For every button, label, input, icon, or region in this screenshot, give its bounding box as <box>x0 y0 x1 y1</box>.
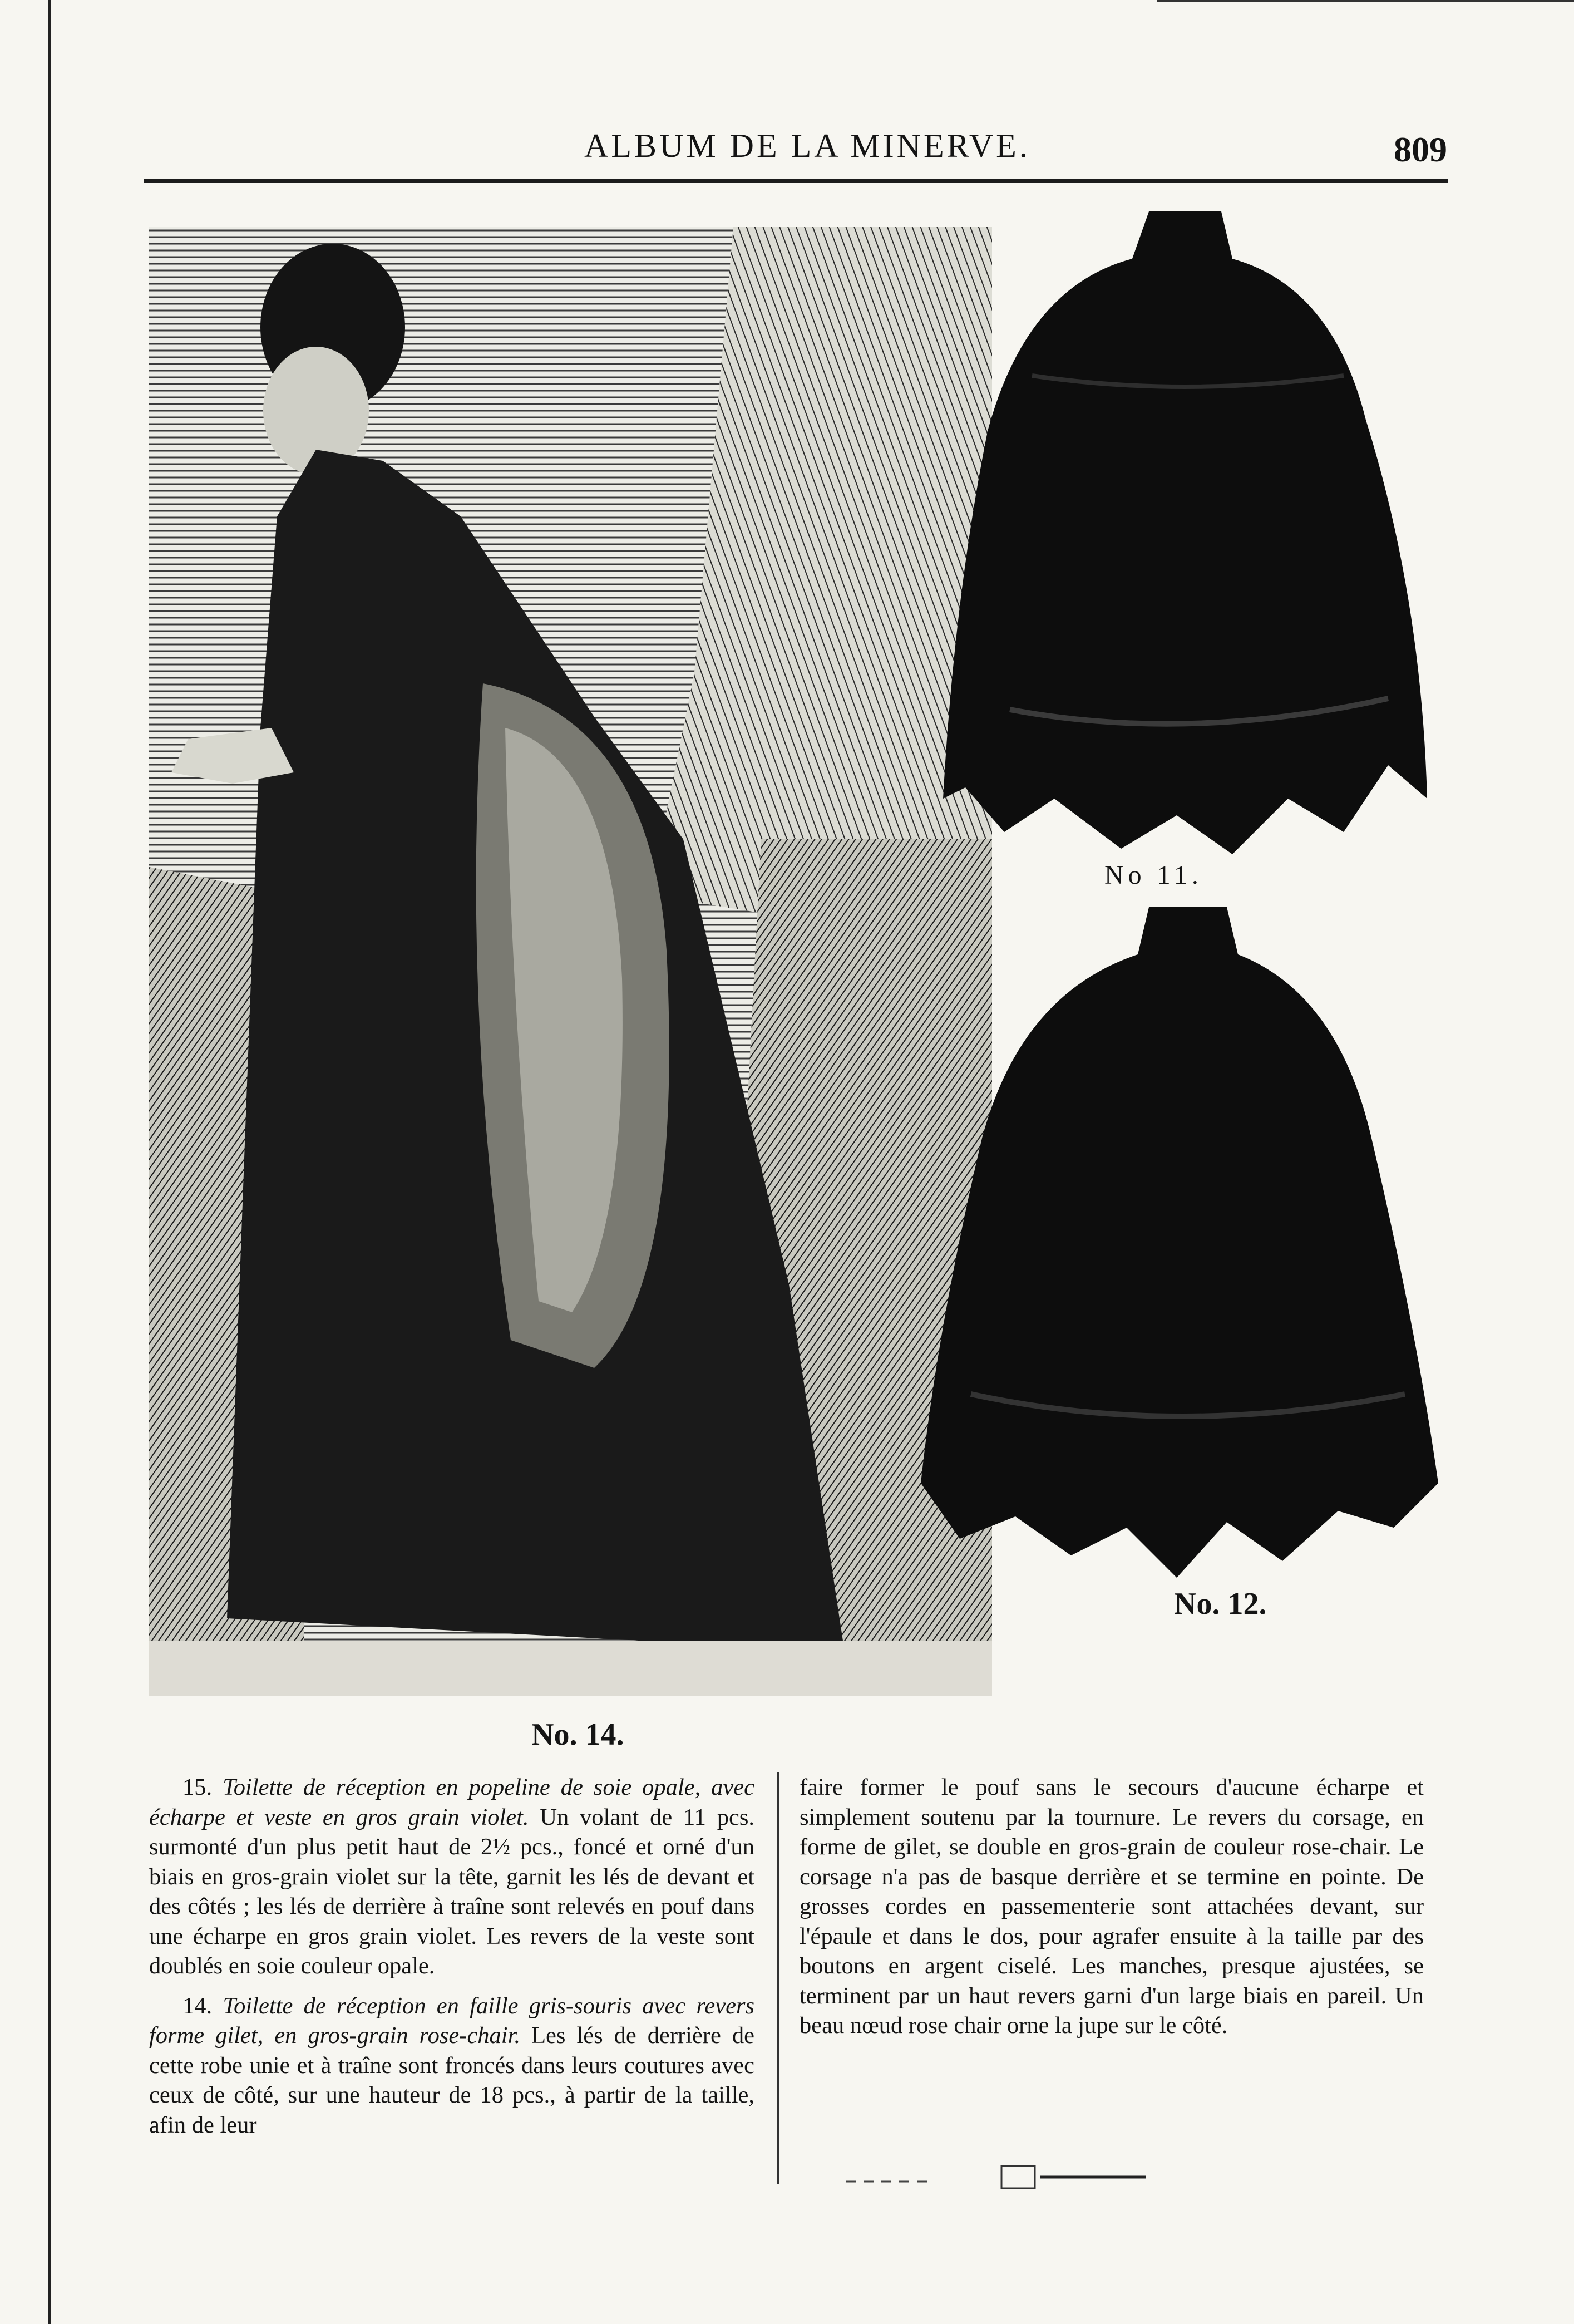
paragraph-15 <box>149 1772 754 1981</box>
top-edge-rule <box>1157 0 1574 2</box>
header-rule <box>144 179 1448 183</box>
paragraph-number: 14. <box>182 1992 213 2019</box>
caption-no-14: No. 14. <box>531 1717 624 1752</box>
page-edge-rule <box>48 0 51 2324</box>
paragraph-14 <box>149 1991 754 2140</box>
column-divider <box>777 1772 779 2184</box>
engraving-toilette-14 <box>149 227 992 1696</box>
paragraph-body: Un volant de 11 pcs. surmonté d'un plus petit haut de 2½ pcs., foncé et orné d'un biais en gros-grain violet sur la tête, garnit les lés de devant et des côtés ; les lés de derrière à traîne sont relevés en pouf dans une écharpe en gros grain violet. Les revers de la veste sont doublés en soie couleur opale. <box>149 1804 754 1979</box>
page-number: 809 <box>1394 130 1447 169</box>
paragraph-title: Toilette de réception en faille gris-souris avec revers forme gilet, en gros-grain rose-chair. <box>149 1992 755 2049</box>
paragraph-14-continued: faire former le pouf sans le secours d'aucune écharpe et simplement soutenu par la tournure. Le revers du corsage, en forme de gilet, se double en gros-grain de couleur rose-chair. Le corsage n'a pas de basque derrière et se termine en pointe. De grosses cordes en passementerie sont attachées devant, sur l'épaule et dans le dos, pour agrafer ensuite à la taille par des boutons en argent ciselé. Les manches, presque ajustées, se terminent par un haut revers garni d'un large biais en pareil. Un beau nœud rose chair orne la jupe sur le côté. <box>800 1774 1424 2039</box>
end-ornament <box>835 2159 1168 2193</box>
caption-no-11: No 11. <box>1104 860 1203 890</box>
text-column-left <box>149 1772 754 2150</box>
text-column-right <box>800 1772 1424 2051</box>
running-header-title: ALBUM DE LA MINERVE. <box>584 127 1030 164</box>
engraving-cape-12 <box>915 904 1444 1583</box>
paragraph-body: Les lés de derrière de cette robe unie et à traîne sont froncés dans leurs coutures avec ceux de côté, sur une hauteur de 18 pcs., à partir de la taille, afin de leur <box>149 2022 754 2138</box>
paragraph-number: 15. <box>182 1774 213 1800</box>
engraving-cape-11 <box>943 209 1433 868</box>
caption-no-12: No. 12. <box>1174 1587 1267 1621</box>
paragraph-title: Toilette de réception en popeline de soie opale, avec écharpe et veste en gros grain violet. <box>149 1774 754 1830</box>
